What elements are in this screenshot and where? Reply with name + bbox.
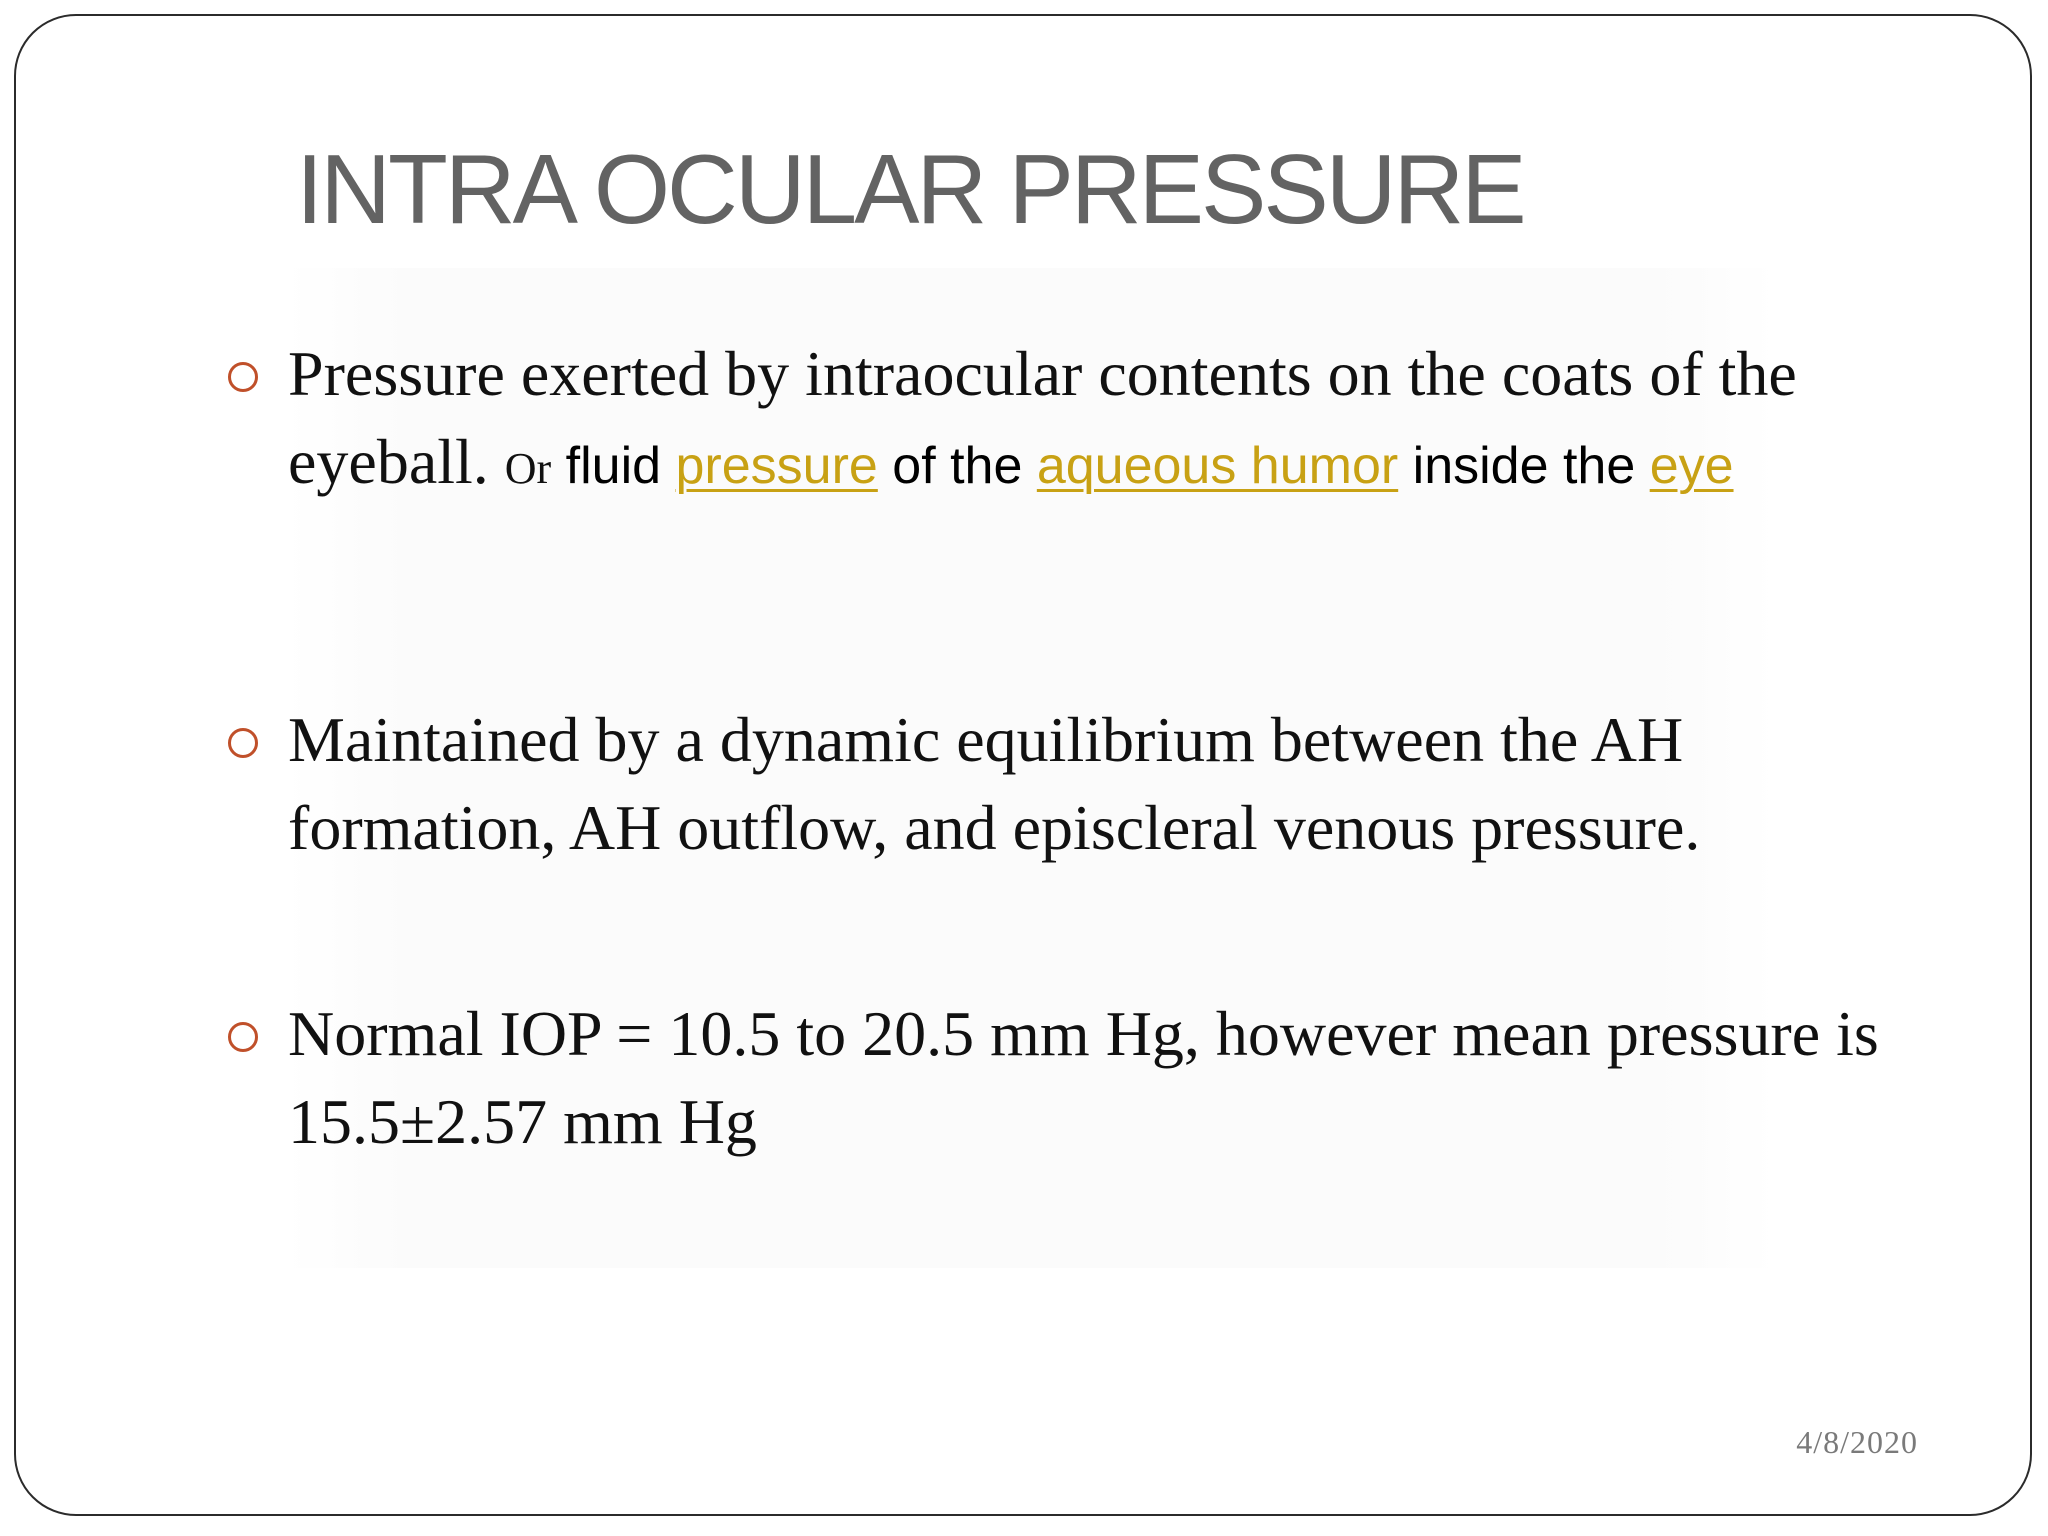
bullet-item-normal-iop bbox=[220, 990, 1920, 1166]
bullet-text-sans: inside the bbox=[1398, 437, 1650, 495]
bullet-circle-icon bbox=[228, 362, 258, 392]
slide-title: INTRA OCULAR PRESSURE bbox=[296, 134, 1524, 244]
link-eye[interactable]: eye bbox=[1649, 437, 1734, 495]
bullet-text-sans: of the bbox=[877, 437, 1037, 495]
link-pressure[interactable]: pressure bbox=[675, 437, 878, 495]
bullet-text: Maintained by a dynamic equilibrium between the AH formation, AH outflow, and episcleral venous pressure. bbox=[288, 704, 1701, 863]
bullet-text: Normal IOP = 10.5 to 20.5 mm Hg, however mean pressure is 15.5±2.57 mm Hg bbox=[288, 998, 1879, 1157]
bullet-circle-icon bbox=[228, 728, 258, 758]
bullet-text-sans: fluid bbox=[551, 437, 676, 495]
bullet-text-or: Or bbox=[504, 444, 552, 493]
slide-date: 4/8/2020 bbox=[1796, 1424, 1918, 1460]
bullet-circle-icon bbox=[228, 1022, 258, 1052]
bullet-item-equilibrium bbox=[220, 696, 1920, 872]
bullet-item-definition bbox=[220, 330, 1920, 513]
link-aqueous-humor[interactable]: aqueous humor bbox=[1036, 437, 1399, 495]
bullet-text: Pressure exerted by intraocular contents on the coats of the eyeball. bbox=[288, 338, 1797, 497]
